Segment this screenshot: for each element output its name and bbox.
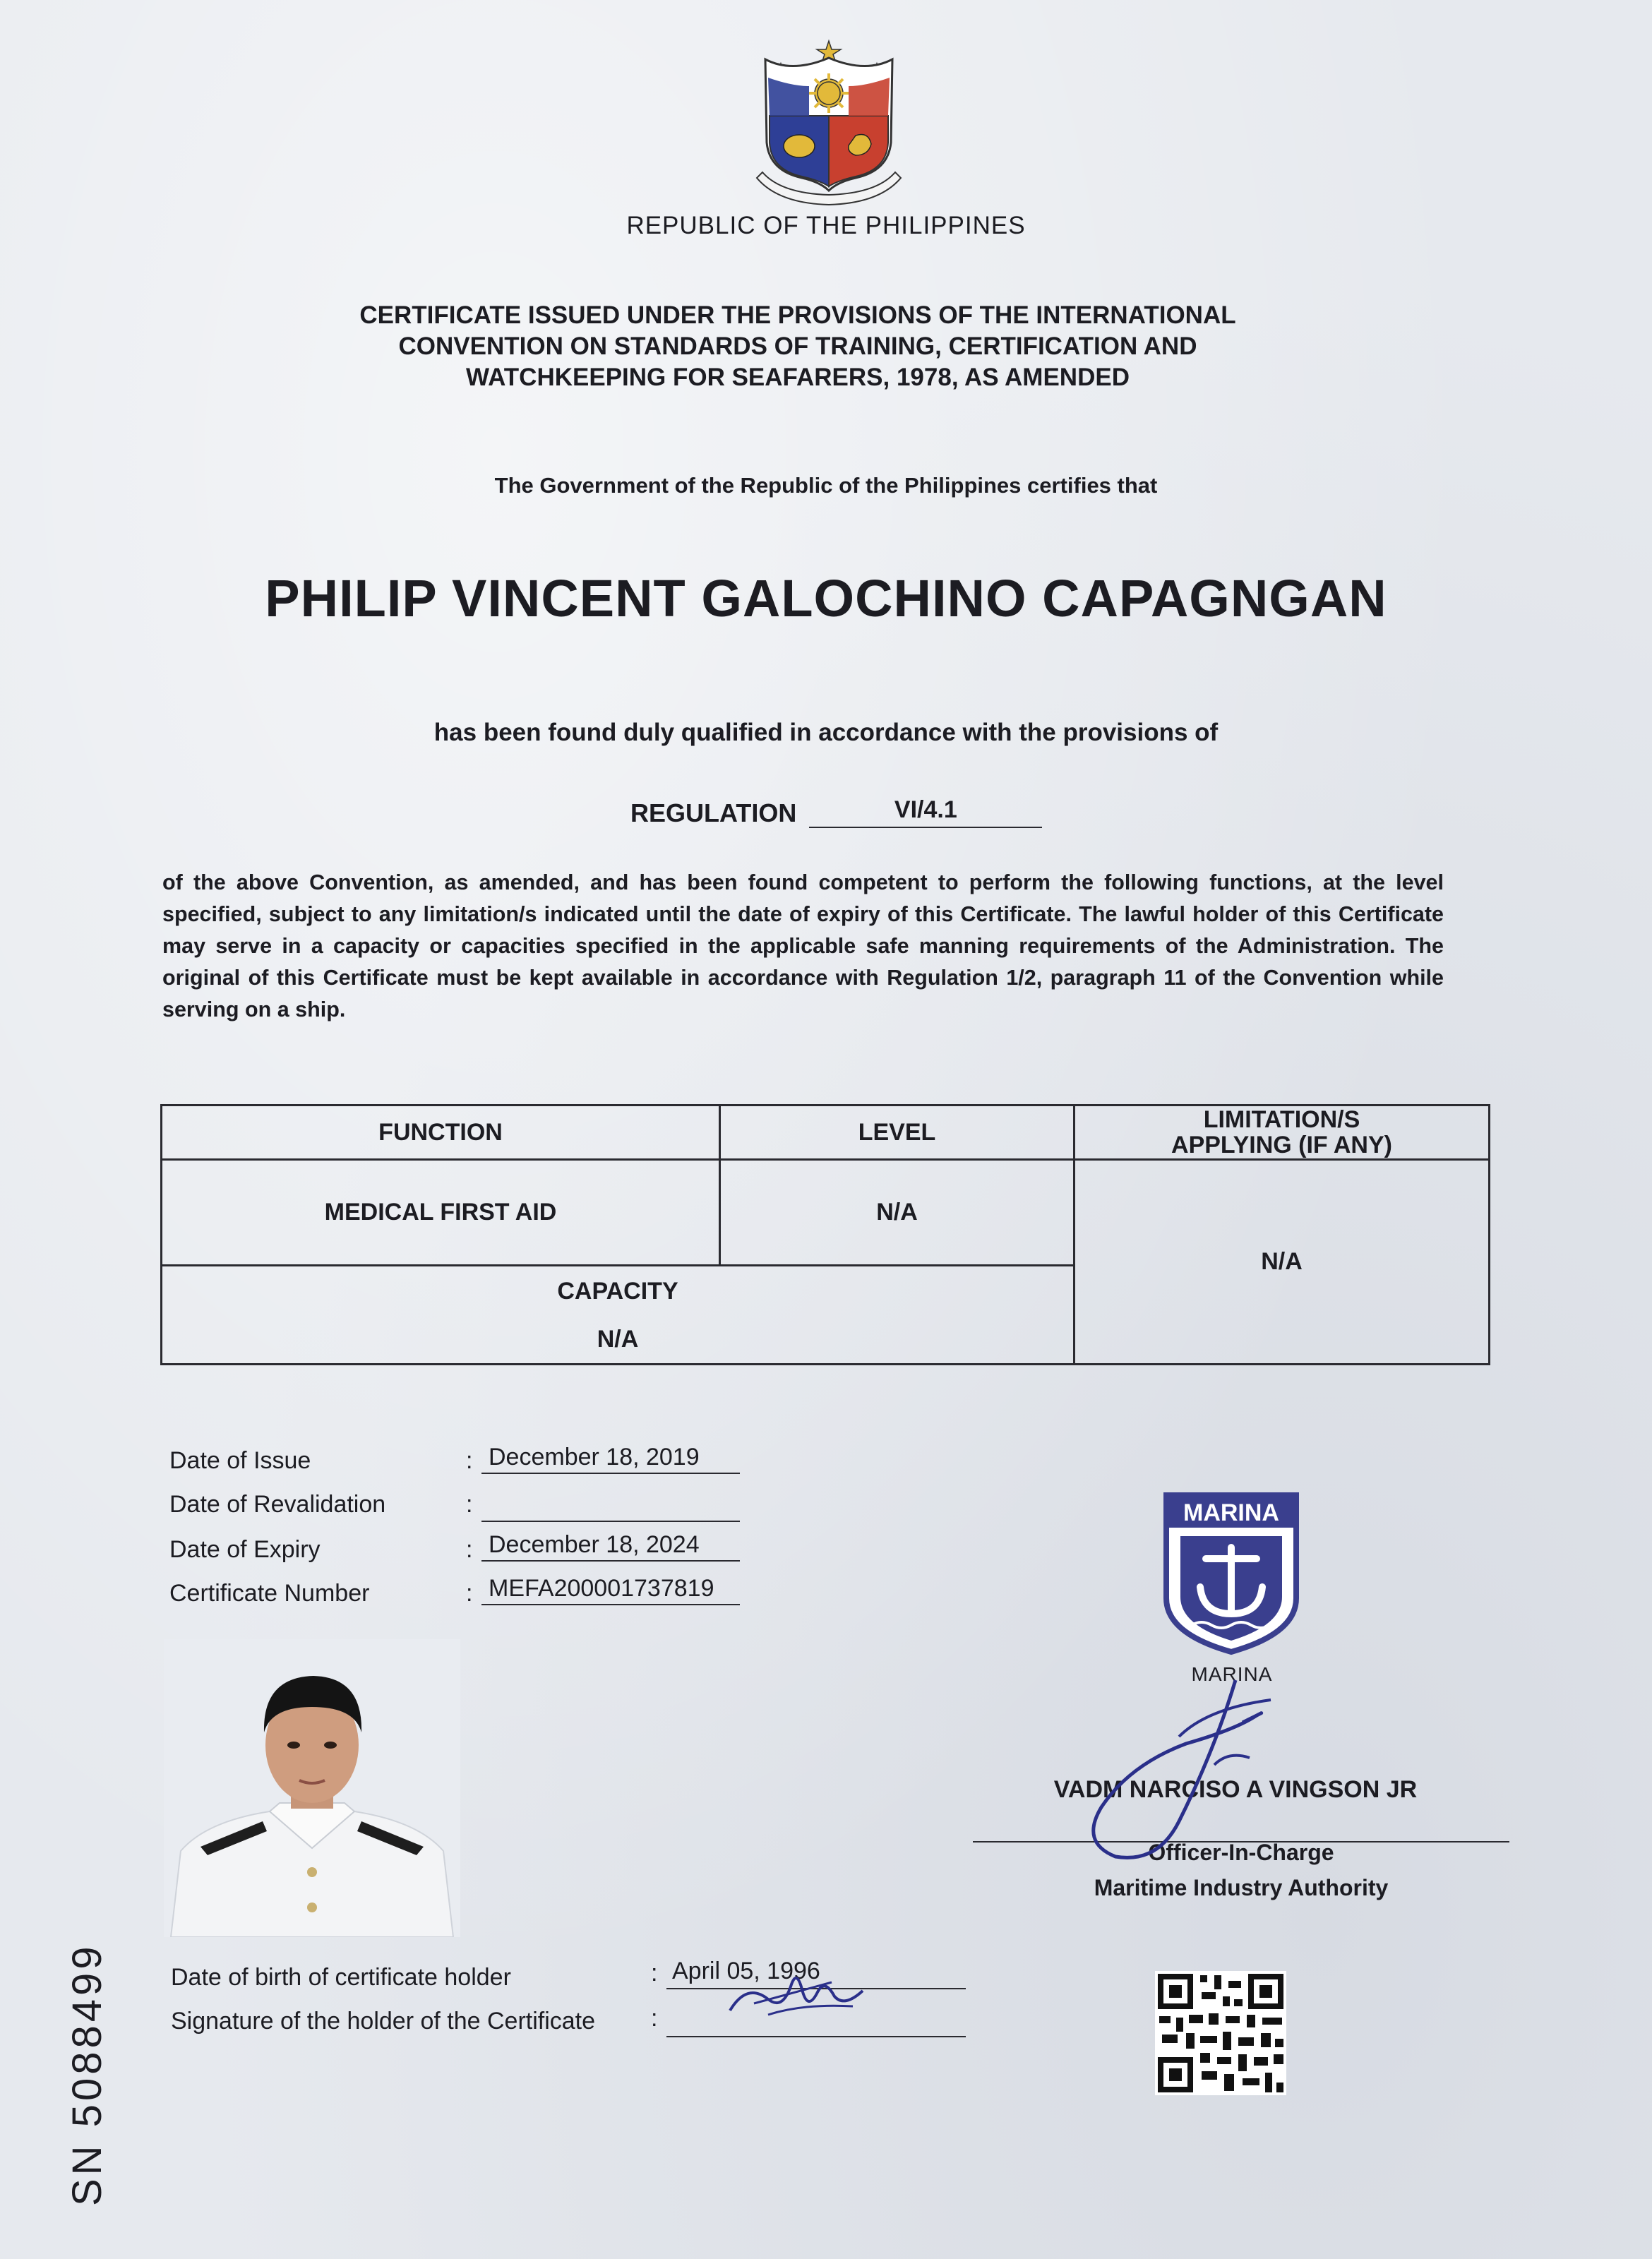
certificate-title-line: WATCHKEEPING FOR SEAFARERS, 1978, AS AMENDED <box>466 364 1130 391</box>
certifies-statement: The Government of the Republic of the Philippines certifies that <box>494 473 1158 498</box>
holder-signature <box>726 1961 867 2022</box>
date-of-revalidation-value <box>481 1491 740 1522</box>
colon: : <box>466 1491 473 1518</box>
limitations-header-line: LIMITATION/S <box>1203 1106 1360 1133</box>
colon: : <box>466 1447 473 1474</box>
holder-portrait-image <box>164 1639 460 1937</box>
serial-number: SN 5088499 <box>64 1943 110 2206</box>
certificate-number-label: Certificate Number <box>169 1580 370 1607</box>
certificate-number-value: MEFA200001737819 <box>481 1574 740 1605</box>
date-of-expiry-label: Date of Expiry <box>169 1536 321 1563</box>
country-heading: REPUBLIC OF THE PHILIPPINES <box>626 212 1026 239</box>
function-value: MEDICAL FIRST AID <box>324 1199 557 1226</box>
certificate-title-line: CERTIFICATE ISSUED UNDER THE PROVISIONS OF THE INTERNATIONAL <box>359 301 1236 329</box>
capacity-value: N/A <box>597 1326 639 1353</box>
date-of-issue-label: Date of Issue <box>169 1447 311 1474</box>
certificate-body-text: of the above Convention, as amended, and has been found competent to perform the following functions, at the level specified, subject to any limitation/s indicated until the date of expiry of this Certificate. The lawful holder of this Certificate may serve in a capacity or capacities specified in the applicable safe manning requirements of the Administration. The original of this Certificate must be kept available in accordance with Regulation 1/2, paragraph 11 of the Convention while serving on a ship. <box>162 870 1444 1021</box>
date-of-expiry-value: December 18, 2024 <box>481 1530 740 1562</box>
certificate-title-line: CONVENTION ON STANDARDS OF TRAINING, CERTIFICATION AND <box>398 332 1197 360</box>
regulation-label: REGULATION <box>630 798 797 827</box>
limitations-header <box>1075 1106 1488 1158</box>
officer-title: Officer-In-Charge <box>1148 1840 1334 1865</box>
dob-value: April 05, 1996 <box>666 1955 966 1989</box>
limitations-header-line: APPLYING (IF ANY) <box>1171 1132 1392 1158</box>
colon: : <box>466 1580 473 1607</box>
holder-signature-line <box>666 2036 966 2037</box>
function-header: FUNCTION <box>378 1118 503 1146</box>
qualified-statement: has been found duly qualified in accordance with the provisions of <box>433 719 1219 746</box>
date-of-issue-value: December 18, 2019 <box>481 1443 740 1474</box>
regulation-value: VI/4.1 <box>809 796 1042 828</box>
officer-signature <box>1073 1666 1299 1878</box>
marina-logo-text: MARINA <box>1183 1499 1279 1526</box>
qr-code <box>1155 1971 1286 2095</box>
officer-name: VADM NARCISO A VINGSON JR <box>1053 1776 1418 1803</box>
holder-photo <box>164 1639 460 1937</box>
limitations-value: N/A <box>1261 1248 1303 1275</box>
holder-signature-label: Signature of the holder of the Certificate <box>171 2008 596 2035</box>
capacity-label: CAPACITY <box>557 1277 678 1305</box>
marina-caption: MARINA <box>1191 1663 1273 1685</box>
colon: : <box>651 1960 658 1987</box>
certificate-title <box>282 300 1313 393</box>
regulation-row <box>630 796 1042 828</box>
colon: : <box>466 1536 473 1563</box>
colon: : <box>651 2005 658 2032</box>
date-of-revalidation-label: Date of Revalidation <box>169 1491 386 1518</box>
level-value: N/A <box>876 1199 918 1226</box>
holder-name: PHILIP VINCENT GALOCHINO CAPAGNGAN <box>265 569 1387 628</box>
philippine-coat-of-arms <box>750 37 908 206</box>
agency-name: Maritime Industry Authority <box>1094 1875 1389 1900</box>
function-table <box>160 1104 1490 1365</box>
marina-logo <box>1163 1492 1299 1656</box>
dob-label: Date of birth of certificate holder <box>171 1964 511 1991</box>
level-header: LEVEL <box>858 1118 936 1146</box>
